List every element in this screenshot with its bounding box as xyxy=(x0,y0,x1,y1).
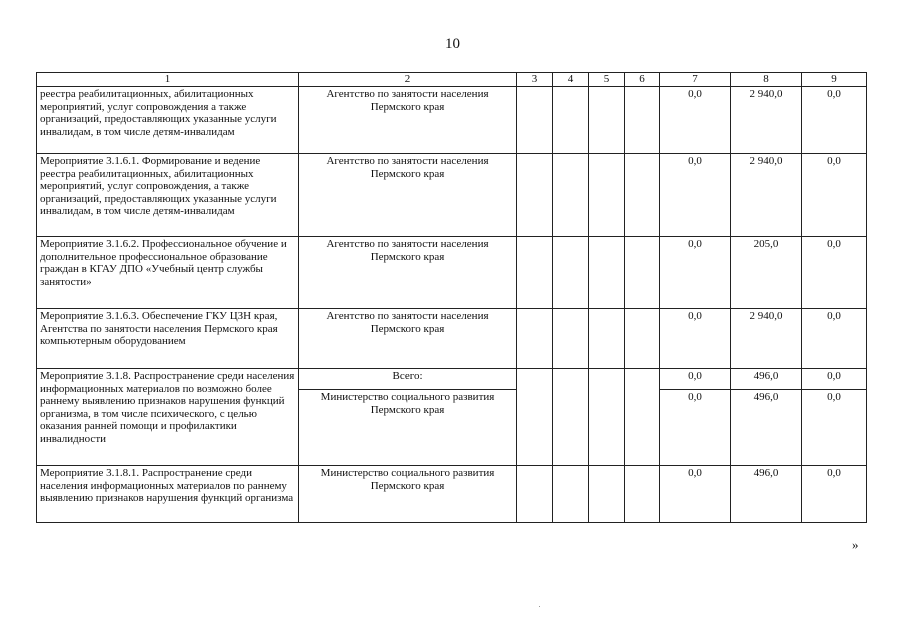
value-cell xyxy=(553,87,589,154)
activity-cell: реестра реабилитационных, абилитационных мероприятий, услуг сопровождения а также организаций, предоставляющих указанные услуги инвалидам, в том числе детям-инвалидам xyxy=(37,87,299,154)
table-row xyxy=(37,237,867,309)
value-cell: 2 940,0 xyxy=(731,309,802,369)
value-cell xyxy=(553,466,589,523)
table-row xyxy=(37,309,867,369)
value-cell: 0,0 xyxy=(802,369,867,390)
activity-cell: Мероприятие 3.1.6.2. Профессиональное обучение и дополнительное профессиональное образование граждан в КГАУ ДПО «Учебный центр службы занятости» xyxy=(37,237,299,309)
value-cell xyxy=(589,466,625,523)
value-cell xyxy=(625,309,660,369)
value-cell xyxy=(517,237,553,309)
header-cell: 2 xyxy=(299,73,517,87)
page-number: 10 xyxy=(445,36,460,52)
value-cell: 0,0 xyxy=(660,466,731,523)
value-cell xyxy=(517,369,553,466)
value-cell: 0,0 xyxy=(660,154,731,237)
value-cell: 0,0 xyxy=(802,390,867,466)
value-cell xyxy=(625,154,660,237)
value-cell: 0,0 xyxy=(802,309,867,369)
executor-cell: Всего: xyxy=(299,369,517,390)
value-cell: 0,0 xyxy=(660,309,731,369)
table-row xyxy=(37,87,867,154)
value-cell: 0,0 xyxy=(660,369,731,390)
value-cell xyxy=(553,309,589,369)
header-cell: 7 xyxy=(660,73,731,87)
header-cell: 8 xyxy=(731,73,802,87)
table-row xyxy=(37,369,867,390)
value-cell: 496,0 xyxy=(731,390,802,466)
value-cell: 496,0 xyxy=(731,369,802,390)
header-cell: 1 xyxy=(37,73,299,87)
value-cell: 0,0 xyxy=(802,237,867,309)
activity-cell: Мероприятие 3.1.6.1. Формирование и ведение реестра реабилитационных, абилитационных мероприятий, услуг сопровождения, а также организаций, предоставляющих указанные услуги инвалидам, в том числе детям-инвалидам xyxy=(37,154,299,237)
value-cell xyxy=(517,154,553,237)
value-cell xyxy=(589,237,625,309)
value-cell xyxy=(625,237,660,309)
value-cell xyxy=(589,87,625,154)
executor-cell: Агентство по занятости населения Пермского края xyxy=(299,87,517,154)
value-cell xyxy=(589,309,625,369)
value-cell xyxy=(553,237,589,309)
executor-cell: Агентство по занятости населения Пермского края xyxy=(299,237,517,309)
executor-cell: Агентство по занятости населения Пермского края xyxy=(299,309,517,369)
value-cell: 205,0 xyxy=(731,237,802,309)
value-cell xyxy=(625,87,660,154)
budget-table xyxy=(36,72,867,523)
executor-cell: Министерство социального развития Пермского края xyxy=(299,390,517,466)
header-cell: 5 xyxy=(589,73,625,87)
value-cell xyxy=(517,466,553,523)
value-cell xyxy=(589,154,625,237)
table-header-row xyxy=(37,73,867,87)
value-cell: 0,0 xyxy=(802,87,867,154)
header-cell: 6 xyxy=(625,73,660,87)
activity-cell: Мероприятие 3.1.8.1. Распространение среди населения информационных материалов по раннему выявлению признаков нарушения функций организма xyxy=(37,466,299,523)
header-cell: 4 xyxy=(553,73,589,87)
table-row xyxy=(37,466,867,523)
table-row xyxy=(37,154,867,237)
value-cell: 2 940,0 xyxy=(731,154,802,237)
value-cell xyxy=(625,369,660,466)
activity-cell: Мероприятие 3.1.6.3. Обеспечение ГКУ ЦЗН края, Агентства по занятости населения Пермского края компьютерным оборудованием xyxy=(37,309,299,369)
value-cell: 0,0 xyxy=(802,154,867,237)
activity-cell: Мероприятие 3.1.8. Распространение среди населения информационных материалов по возможно более раннему выявлению признаков нарушения функций организма, в том числе психического, с целью оказания ранней помощи и профилактики инвалидности xyxy=(37,369,299,466)
scan-speck xyxy=(539,606,540,607)
header-cell: 9 xyxy=(802,73,867,87)
value-cell xyxy=(517,87,553,154)
value-cell: 0,0 xyxy=(660,390,731,466)
value-cell: 0,0 xyxy=(802,466,867,523)
executor-cell: Министерство социального развития Пермского края xyxy=(299,466,517,523)
value-cell: 496,0 xyxy=(731,466,802,523)
value-cell: 0,0 xyxy=(660,237,731,309)
value-cell xyxy=(625,466,660,523)
value-cell: 2 940,0 xyxy=(731,87,802,154)
header-cell: 3 xyxy=(517,73,553,87)
value-cell xyxy=(553,369,589,466)
value-cell xyxy=(589,369,625,466)
executor-cell: Агентство по занятости населения Пермского края xyxy=(299,154,517,237)
value-cell: 0,0 xyxy=(660,87,731,154)
closing-quote: » xyxy=(852,537,859,552)
value-cell xyxy=(553,154,589,237)
value-cell xyxy=(517,309,553,369)
